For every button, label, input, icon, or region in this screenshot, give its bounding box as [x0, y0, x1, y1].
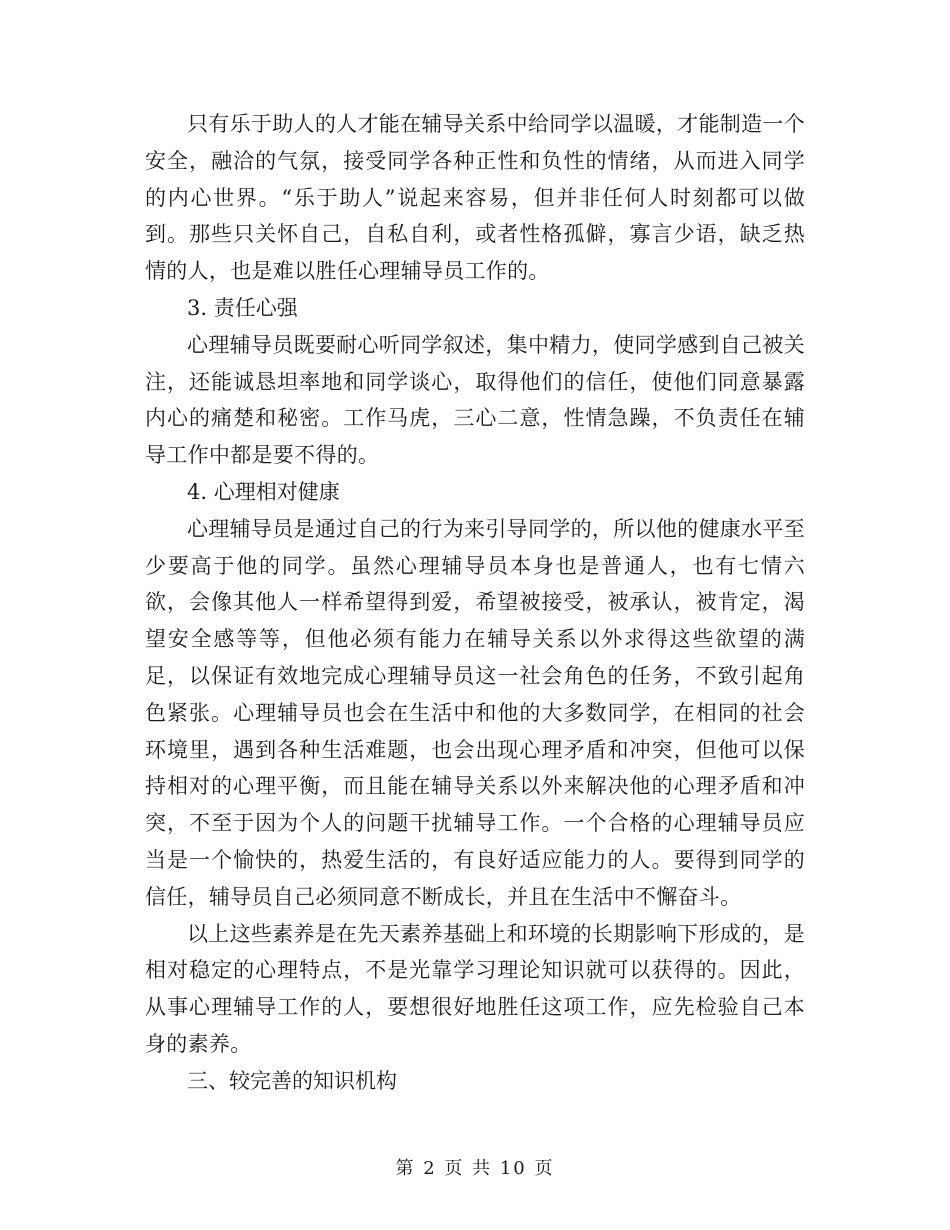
section-heading-knowledge-structure: 三、较完善的知识机构 — [187, 1068, 397, 1093]
document-body — [145, 106, 805, 1100]
section-heading-responsibility: 3. 责任心强 — [187, 295, 298, 320]
paragraph-responsibility: 心理辅导员既要耐心听同学叙述，集中精力，使同学感到自己被关注，还能诚恳坦率地和同学谈心，取得他们的信任，使他们同意暴露内心的痛楚和秘密。工作马虎，三心二意，性情急躁，不负责任在辅导工作中都是要不得的。 — [145, 332, 805, 468]
paragraph-mental-health: 心理辅导员是通过自己的行为来引导同学的，所以他的健康水平至少要高于他的同学。虽然心理辅导员本身也是普通人，也有七情六欲，会像其他人一样希望得到爱，希望被接受，被承认，被肯定，渴望安全感等等，但他必须有能力在辅导关系以外求得这些欲望的满足，以保证有效地完成心理辅导员这一社会角色的任务，不致引起角色紧张。心理辅导员也会在生活中和他的大多数同学，在相同的社会环境里，遇到各种生活难题，也会出现心理矛盾和冲突，但他可以保持相对的心理平衡，而且能在辅导关系以外来解决他的心理矛盾和冲突，不至于因为个人的问题干扰辅导工作。一个合格的心理辅导员应当是一个愉快的，热爱生活的，有良好适应能力的人。要得到同学的信任，辅导员自己必须同意不断成长，并且在生活中不懈奋斗。 — [145, 516, 805, 909]
section-heading-mental-health: 4. 心理相对健康 — [187, 479, 340, 504]
paragraph-summary: 以上这些素养是在先天素养基础上和环境的长期影响下形成的，是相对稳定的心理特点，不是光靠学习理论知识就可以获得的。因此，从事心理辅导工作的人，要想很好地胜任这项工作，应先检验自己本身的素养。 — [145, 921, 805, 1056]
page-number-footer: 第 2 页 共 10 页 — [395, 1158, 555, 1179]
paragraph-helpfulness: 只有乐于助人的人才能在辅导关系中给同学以温暖，才能制造一个安全，融洽的气氛，接受同学各种正性和负性的情绪，从而进入同学的内心世界。“乐于助人”说起来容易，但并非任何人时刻都可以做到。那些只关怀自己，自私自利，或者性格孤僻，寡言少语，缺乏热情的人，也是难以胜任心理辅导员工作的。 — [145, 112, 805, 284]
